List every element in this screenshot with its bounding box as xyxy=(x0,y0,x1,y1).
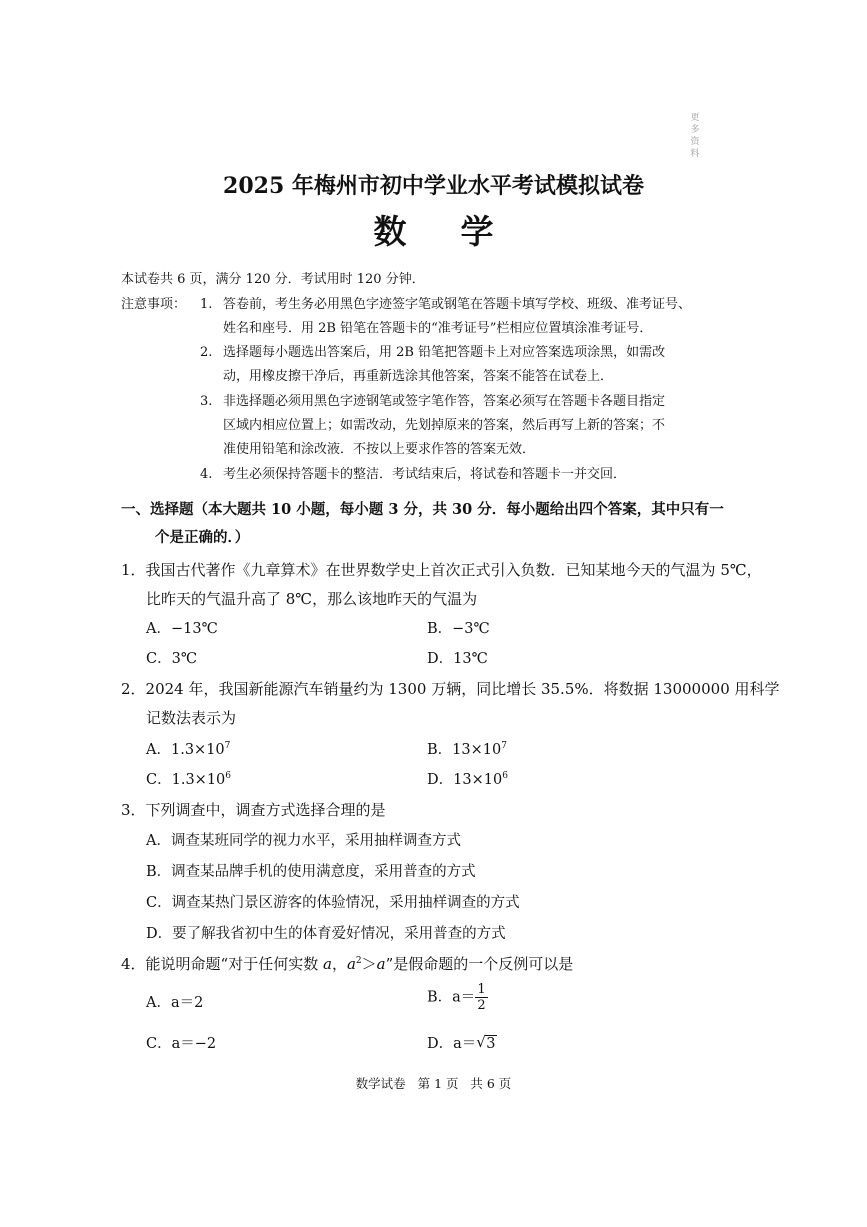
question-1-option-a: A．−13℃ xyxy=(146,621,218,637)
option-exponent: 7 xyxy=(224,741,231,752)
question-1-stem: 1．我国古代著作《九章算术》在世界数学史上首次正式引入负数．已知某地今天的气温为 5℃， xyxy=(121,561,762,579)
section-heading: 一、选择题（本大题共 10 小题，每小题 3 分，共 30 分．每小题给出四个答案，其中只有一 xyxy=(121,501,724,518)
question-3-option-d: D．要了解我省初中生的体育爱好情况，采用普查的方式 xyxy=(146,926,506,942)
question-2-option-b xyxy=(427,740,507,760)
instructions-label: 注意事项： xyxy=(121,297,187,312)
corner-stamp: 更多资料 xyxy=(690,113,700,159)
option-label: D．a＝ xyxy=(427,1036,477,1052)
question-2-stem: 2．2024 年，我国新能源汽车销量约为 1300 万辆，同比增长 35.5%．将数据 13000000 用科学 xyxy=(121,680,780,698)
question-2-option-a xyxy=(146,740,230,760)
instruction-line: 动，用橡皮擦干净后，再重新选涂其他答案，答案不能答在试卷上． xyxy=(223,369,614,384)
instruction-line: 非选择题必须用黑色字迹钢笔或签字笔作答，答案必须写在答题卡各题目指定 xyxy=(223,394,666,409)
square-root xyxy=(476,1034,496,1054)
instruction-line: 姓名和座号．用 2B 铅笔在答题卡的“准考证号”栏相应位置填涂准考证号． xyxy=(223,321,653,336)
option-base: 1.3×10 xyxy=(170,742,225,758)
question-1-option-b: B．−3℃ xyxy=(427,621,490,637)
page-footer: 数学试卷 第 1 页 共 6 页 xyxy=(355,1076,512,1091)
option-exponent: 7 xyxy=(501,741,507,752)
question-4-stem xyxy=(121,954,573,974)
question-4-option-b xyxy=(427,982,488,1013)
option-label: B．a＝ xyxy=(427,989,476,1006)
stem-variable: a xyxy=(322,955,332,973)
question-1-option-d: D．13℃ xyxy=(427,651,488,667)
option-label: B． xyxy=(427,742,453,758)
subject-title: 数学 xyxy=(373,212,548,251)
fraction xyxy=(475,982,487,1013)
section-heading-cont: 个是正确的．） xyxy=(155,529,250,546)
question-3-option-c: C．调查某热门景区游客的体验情况，采用抽样调查的方式 xyxy=(146,895,520,911)
stem-variable: a xyxy=(346,955,356,973)
option-base: 13×10 xyxy=(452,742,502,758)
radical-sign: √ xyxy=(476,1033,486,1051)
radicand: 3 xyxy=(486,1036,496,1052)
fraction-denominator: 2 xyxy=(477,998,486,1013)
exam-title: 2025 年梅州市初中学业水平考试模拟试卷 xyxy=(223,173,644,199)
instruction-line: 答卷前，考生务必用黑色字迹签字笔或钢笔在答题卡填写学校、班级、准考证号、 xyxy=(223,297,692,312)
question-4-option-c: C．a＝−2 xyxy=(146,1036,217,1052)
instructions-intro: 本试卷共 6 页，满分 120 分．考试用时 120 分钟． xyxy=(121,272,425,287)
instruction-line: 准使用铅笔和涂改液．不按以上要求作答的答案无效． xyxy=(223,442,536,457)
stem-text: ”是假命题的一个反例可以是 xyxy=(385,955,574,973)
question-3-stem: 3．下列调查中，调查方式选择合理的是 xyxy=(121,801,386,819)
option-label: D． xyxy=(427,772,454,788)
instruction-line: 考生必须保持答题卡的整洁．考试结束后，将试卷和答题卡一并交回． xyxy=(223,467,627,482)
stem-text: 4．能说明命题“对于任何实数 xyxy=(121,955,323,973)
question-3-option-a: A．调查某班同学的视力水平，采用抽样调查方式 xyxy=(146,833,461,849)
question-4-option-a: A．a＝2 xyxy=(146,995,204,1011)
question-1-stem-cont: 比昨天的气温升高了 8℃，那么该地昨天的气温为 xyxy=(146,590,478,608)
question-2-option-d xyxy=(427,770,508,790)
option-exponent: 6 xyxy=(225,771,232,782)
fraction-numerator: 1 xyxy=(477,982,486,997)
question-1-option-c: C．3℃ xyxy=(146,651,198,667)
question-2-option-c xyxy=(146,770,231,790)
question-3-option-b: B．调查某品牌手机的使用满意度，采用普查的方式 xyxy=(146,864,476,880)
option-label: C． xyxy=(146,772,172,788)
question-2-stem-cont: 记数法表示为 xyxy=(146,709,237,727)
stem-exponent: 2 xyxy=(355,956,362,966)
option-exponent: 6 xyxy=(502,771,508,782)
stem-variable: a xyxy=(376,955,386,973)
option-base: 1.3×10 xyxy=(171,772,226,788)
instruction-number: 2. xyxy=(200,345,213,360)
instruction-line: 区域内相应位置上；如需改动，先划掉原来的答案，然后再写上新的答案；不 xyxy=(223,418,666,433)
instruction-number: 3. xyxy=(200,394,213,409)
option-label: A． xyxy=(146,742,171,758)
instruction-number: 1. xyxy=(200,297,213,312)
stem-text: ， xyxy=(331,955,347,973)
instruction-number: 4. xyxy=(200,467,213,482)
instruction-line: 选择题每小题选出答案后，用 2B 铅笔把答题卡上对应答案选项涂黑，如需改 xyxy=(223,345,666,360)
question-4-option-d xyxy=(427,1034,497,1054)
stem-text: ＞ xyxy=(361,955,377,973)
option-base: 13×10 xyxy=(453,772,503,788)
